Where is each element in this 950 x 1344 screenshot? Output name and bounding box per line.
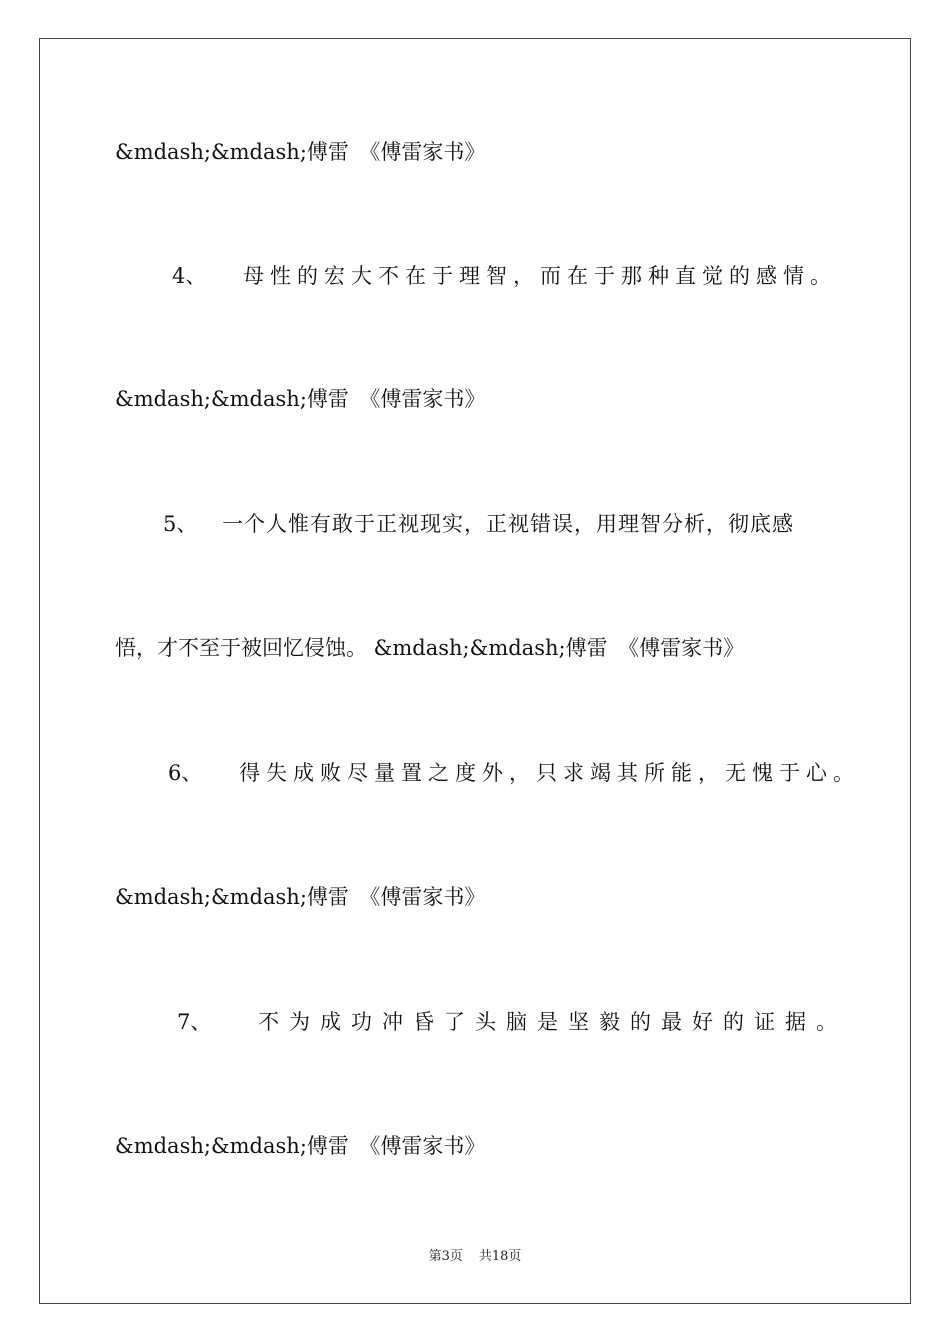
page-number: 第3页 — [428, 1249, 463, 1264]
attribution-line: &mdash;&mdash;傅雷 《傅雷家书》 — [115, 1134, 486, 1158]
quote-number: 6、 — [168, 761, 203, 785]
quote-item-6 — [168, 759, 860, 787]
quote-number: 7、 — [177, 1010, 212, 1034]
quote-text: 母性的宏大不在于理智，而在于那种直觉的感情。 — [243, 264, 838, 288]
attribution-line: &mdash;&mdash;傅雷 《傅雷家书》 — [115, 140, 486, 164]
quote-item-7 — [177, 1008, 847, 1036]
quote-text: 不为成功冲昏了头脑是坚毅的最好的证据。 — [258, 1010, 848, 1034]
quote-continuation: 悟，才不至于被回忆侵蚀。 &mdash;&mdash;傅雷 《傅雷家书》 — [115, 636, 745, 660]
quote-number: 4、 — [172, 264, 207, 288]
quote-item-4 — [172, 262, 837, 290]
page-border — [39, 38, 911, 1304]
quote-item-5 — [163, 510, 794, 538]
quote-text: 一个人惟有敢于正视现实，正视错误，用理智分析，彻底感 — [222, 512, 795, 536]
attribution-line: &mdash;&mdash;傅雷 《傅雷家书》 — [115, 387, 486, 411]
quote-text: 得失成败尽量置之度外，只求竭其所能，无愧于心。 — [239, 761, 861, 785]
page-total: 共18页 — [478, 1249, 522, 1264]
quote-number: 5、 — [163, 512, 198, 536]
attribution-line: &mdash;&mdash;傅雷 《傅雷家书》 — [115, 885, 486, 909]
page-footer — [0, 1248, 950, 1266]
